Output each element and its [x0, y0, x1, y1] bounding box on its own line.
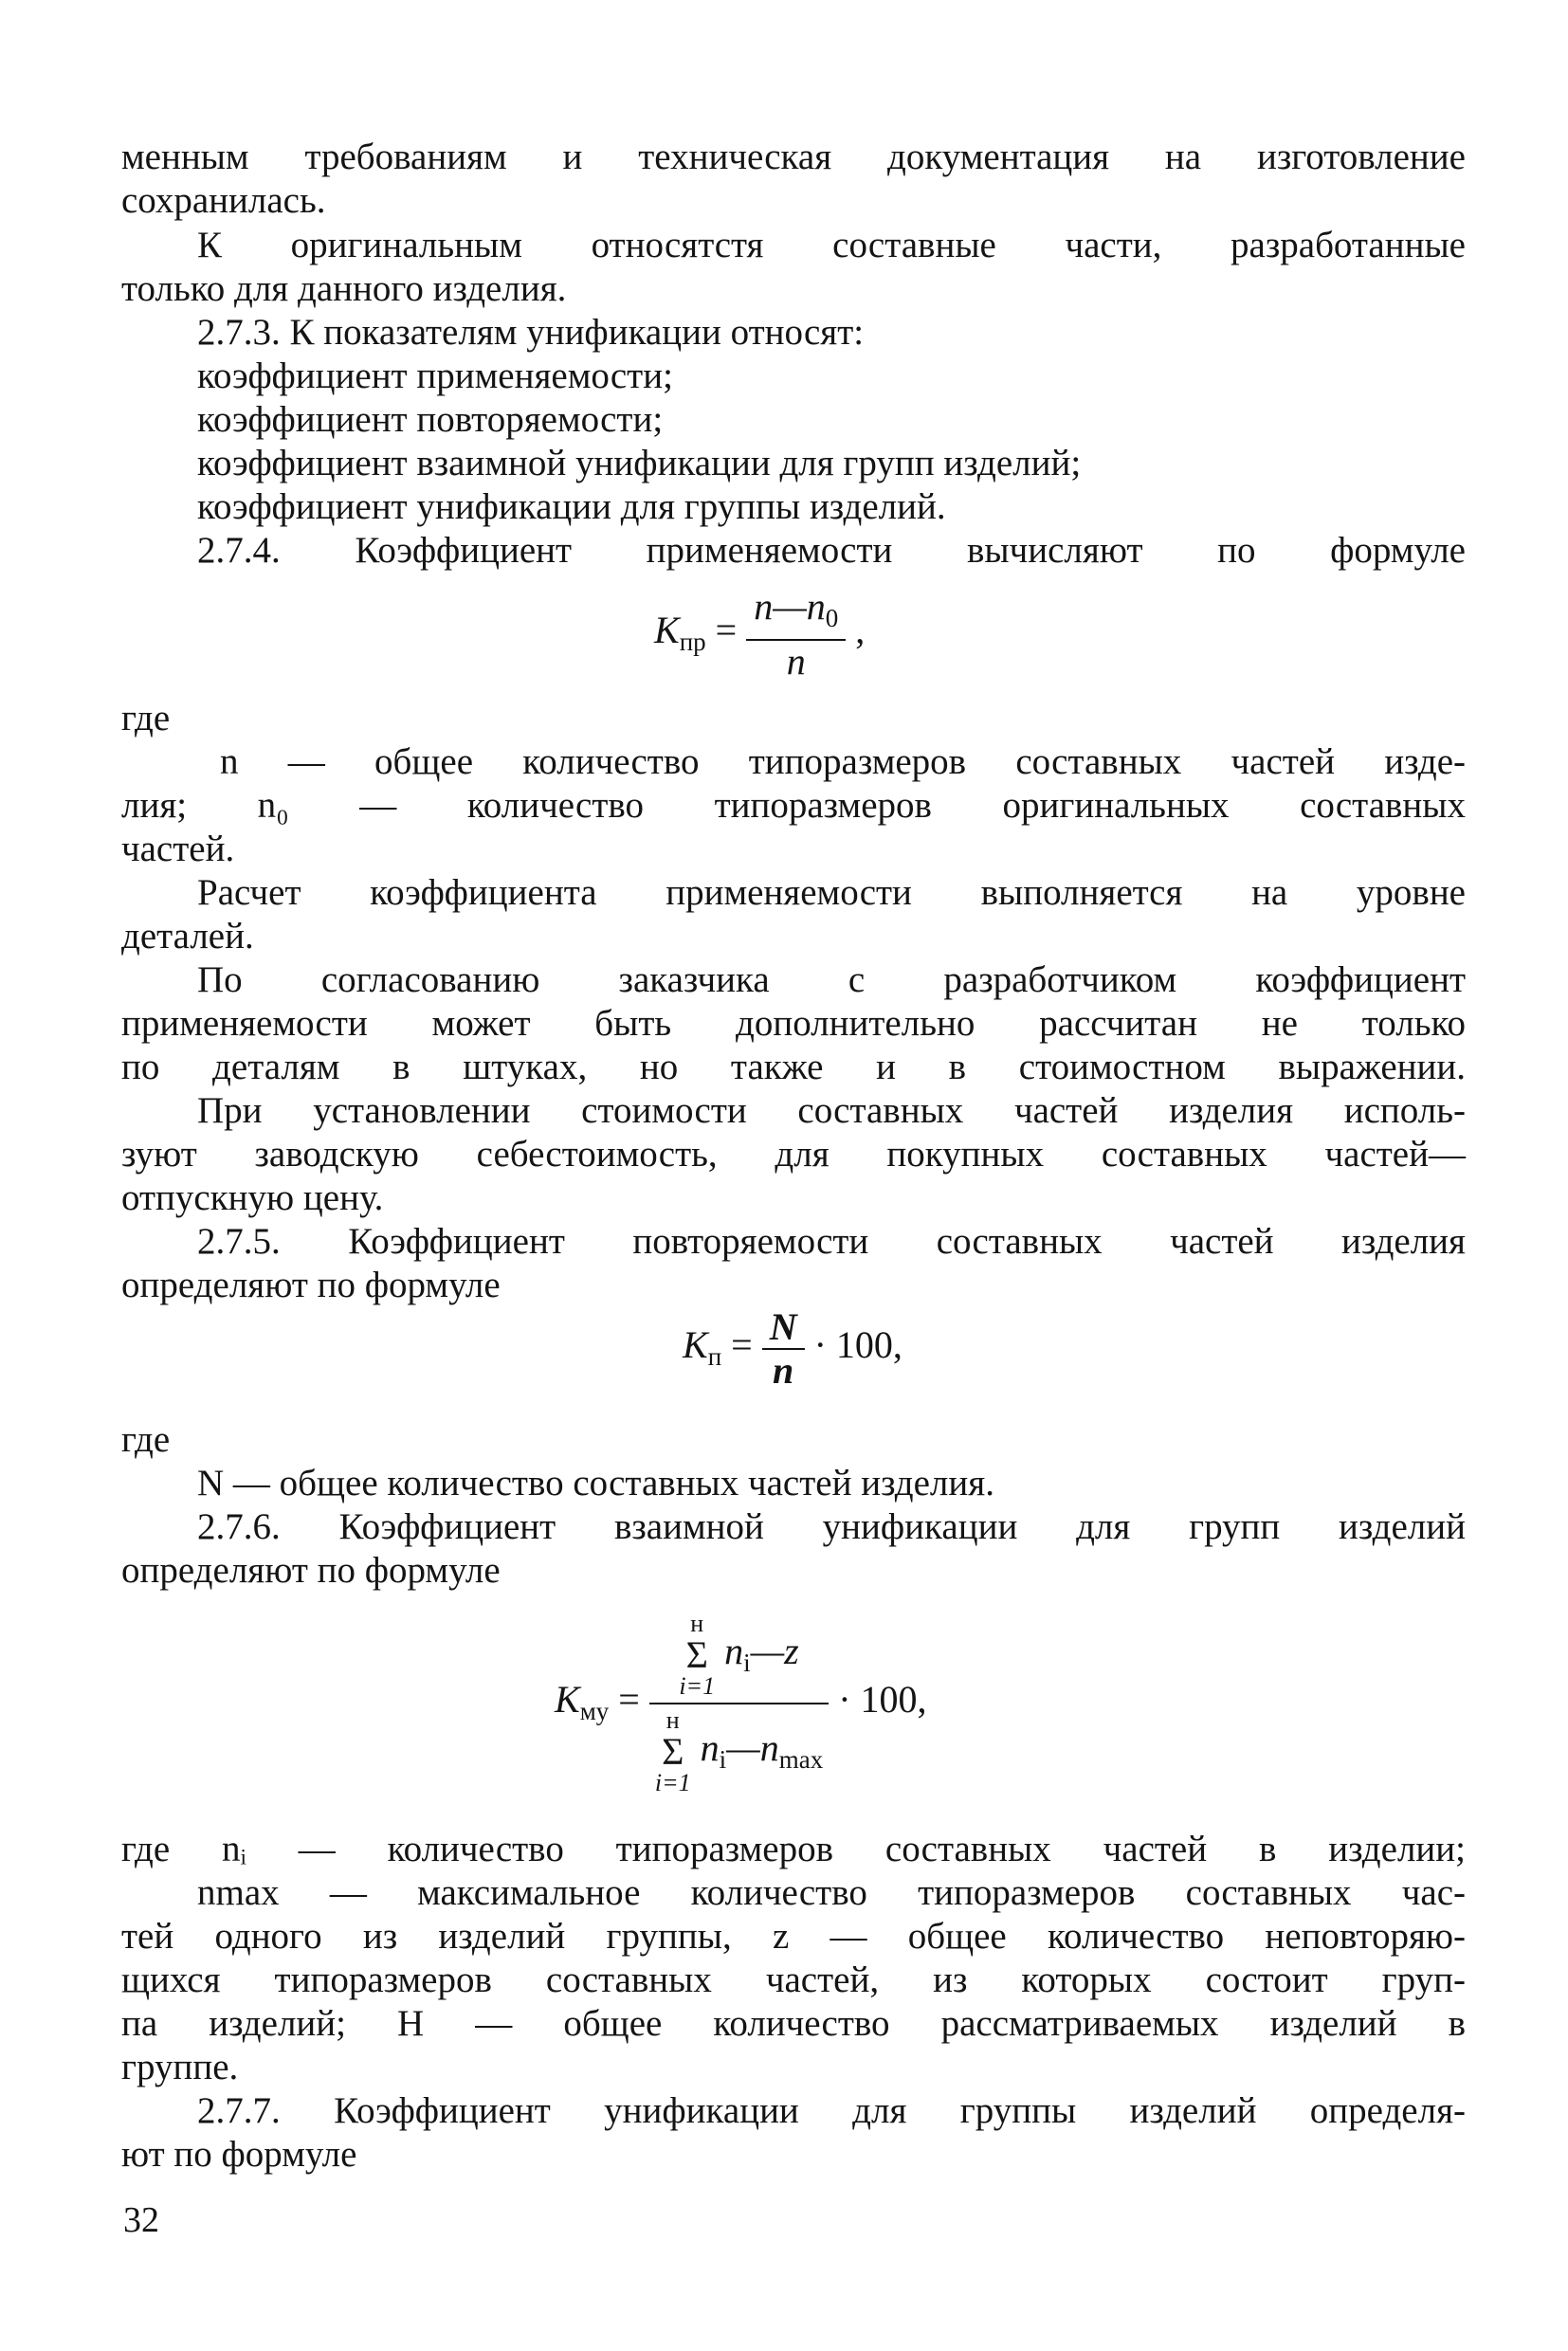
- text-line: n — общее количество типоразмеров составных частей изде-: [220, 741, 1466, 782]
- text-line: лия; n₀ — количество типоразмеров оригинальных составных: [121, 785, 1466, 826]
- formula-applicability: $K_{пр}$ = $\frac{n—n_0}{n}$ ,: [654, 585, 866, 683]
- text-line: коэффициент взаимной унификации для групп изделий;: [197, 443, 1082, 483]
- text-line: па изделий; H — общее количество рассматриваемых изделий в: [121, 2003, 1466, 2044]
- text-line: деталей.: [121, 916, 254, 957]
- text-line: определяют по формуле: [121, 1265, 501, 1305]
- text-line: При установлении стоимости составных частей изделия исполь-: [197, 1090, 1466, 1131]
- text-line: nmax — максимальное количество типоразмеров составных час-: [197, 1872, 1466, 1913]
- text-line: тей одного из изделий группы, z — общее количество неповторяю-: [121, 1916, 1466, 1957]
- text-line: N — общее количество составных частей изделия.: [197, 1463, 994, 1504]
- text-line: коэффициент унификации для группы изделий.: [197, 486, 946, 527]
- page-number: 32: [123, 2200, 159, 2240]
- text-line: 2.7.7. Коэффициент унификации для группы изделий определя-: [197, 2090, 1466, 2131]
- text-line: где: [121, 1419, 171, 1460]
- text-line: отпускную цену.: [121, 1177, 384, 1218]
- text-line: 2.7.5. Коэффициент повторяемости составных частей изделия: [197, 1221, 1466, 1262]
- text-line: щихся типоразмеров составных частей, из которых состоит груп-: [121, 1959, 1466, 2000]
- text-line: группе.: [121, 2047, 239, 2087]
- formula-repeatability: $K_п$ = $\frac{N}{n}$ · 100,: [683, 1305, 903, 1392]
- text-line: частей.: [121, 829, 235, 869]
- text-line: По согласованию заказчика с разработчиком коэффициент: [197, 959, 1466, 1000]
- text-line: применяемости может быть дополнительно рассчитан не только: [121, 1003, 1466, 1044]
- text-line: зуют заводскую себестоимость, для покупных составных частей—: [121, 1134, 1466, 1175]
- text-line: где: [121, 698, 171, 738]
- text-line: коэффициент применяемости;: [197, 355, 673, 396]
- text-line: 2.7.4. Коэффициент применяемости вычисляют по формуле: [197, 530, 1466, 571]
- text-line: сохранилась.: [121, 180, 326, 221]
- text-line: Расчет коэффициента применяемости выполняется на уровне: [197, 872, 1466, 913]
- text-line: менным требованиям и техническая документация на изготовление: [121, 137, 1466, 177]
- text-line: где nᵢ — количество типоразмеров составных частей в изделии;: [121, 1829, 1466, 1869]
- text-line: К оригинальным относятстя составные части, разработанные: [197, 225, 1466, 265]
- text-line: 2.7.3. К показателям унификации относят:: [197, 312, 865, 353]
- text-line: коэффициент повторяемости;: [197, 399, 664, 440]
- text-line: ют по формуле: [121, 2134, 357, 2175]
- text-line: определяют по формуле: [121, 1550, 501, 1591]
- text-line: 2.7.6. Коэффициент взаимной унификации для групп изделий: [197, 1506, 1466, 1547]
- formula-mutual-unification: $K_{му}$ = н Σ i=1 $n_i—z$ н Σ i=1 $n_i—n_{max}$ · 100,: [555, 1610, 927, 1796]
- text-line: по деталям в штуках, но также и в стоимостном выражении.: [121, 1047, 1466, 1087]
- text-line: только для данного изделия.: [121, 268, 567, 309]
